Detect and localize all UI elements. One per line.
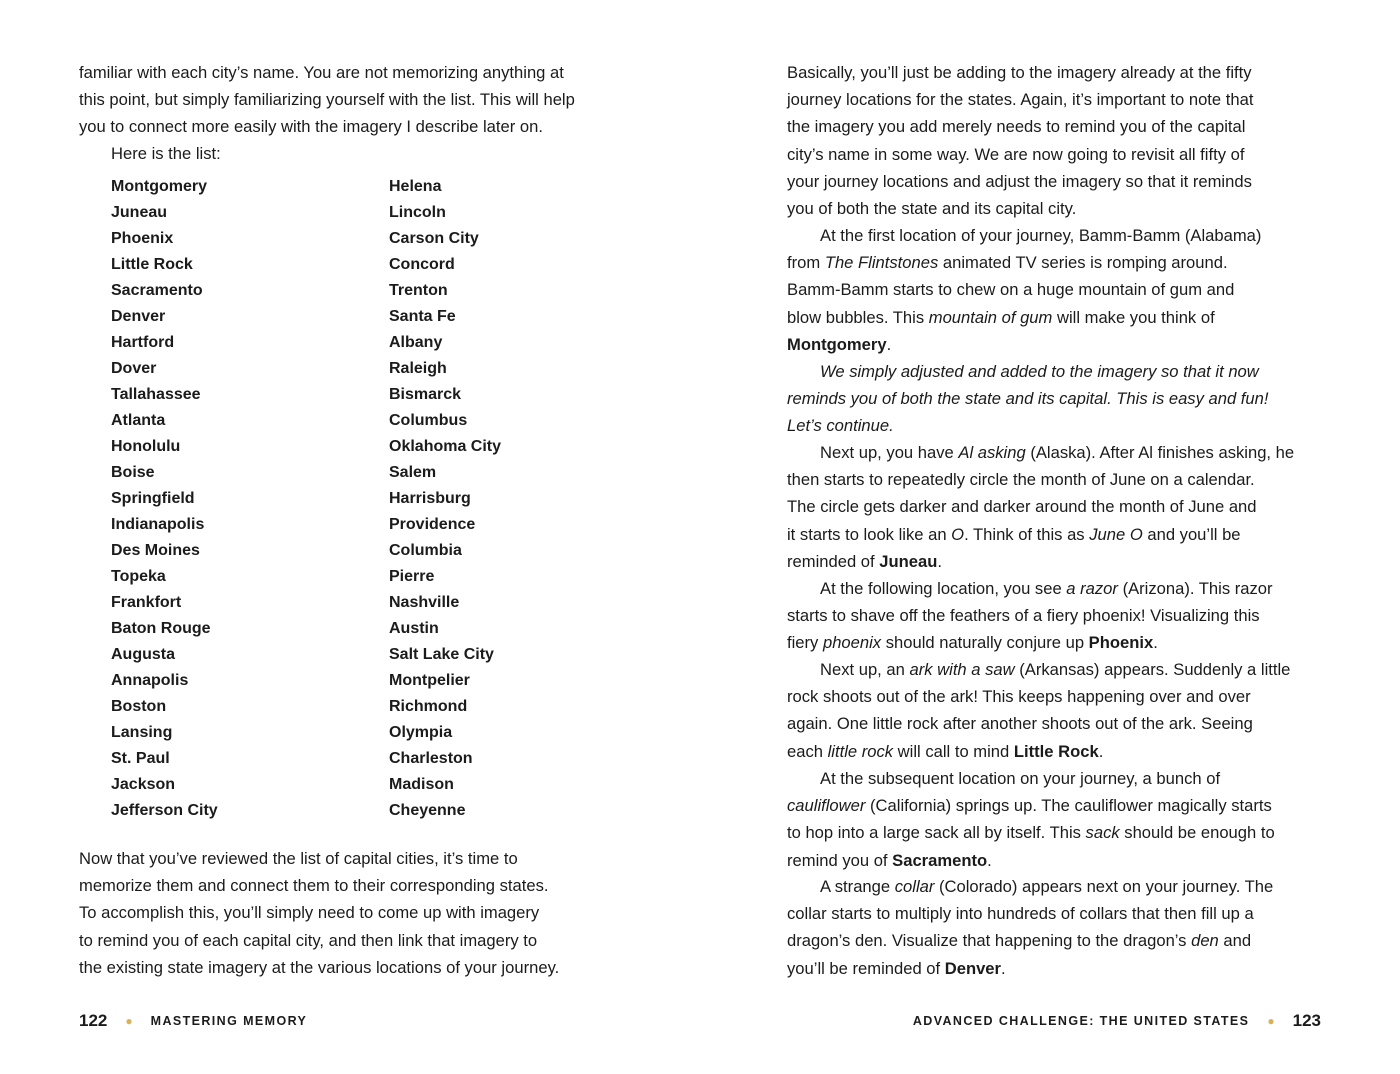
bullet-separator: ● bbox=[125, 1014, 133, 1028]
right-paragraph-3: We simply adjusted and added to the imagery so that it now reminds you of both the state and its capital. This is easy and fun! Let’s continue. bbox=[787, 362, 1269, 436]
capital-city: Cheyenne bbox=[389, 802, 466, 819]
list-intro: Here is the list: bbox=[111, 144, 221, 163]
capital-city: Sacramento bbox=[111, 282, 203, 299]
right-paragraph-7: At the subsequent location on your journey, a bunch of cauliflower (California) springs up. The cauliflower magically starts to hop into a large sack all by itself. This sack should be enough to remind you of Sacramento. bbox=[787, 769, 1275, 870]
capital-city: Montpelier bbox=[389, 672, 470, 689]
capital-city: Santa Fe bbox=[389, 308, 456, 325]
capital-city: Indianapolis bbox=[111, 516, 205, 533]
capital-city: Juneau bbox=[111, 204, 168, 221]
left-intro-paragraph: familiar with each city’s name. You are not memorizing anything at this point, but simply familiarizing yourself with the list. This will help you to connect more easily with the imagery I describe later on. bbox=[79, 63, 575, 137]
right-footer bbox=[913, 1010, 1321, 1032]
running-head-right: ADVANCED CHALLENGE: THE UNITED STATES bbox=[912, 1014, 1250, 1028]
capital-city: Concord bbox=[389, 256, 455, 273]
capital-city: Denver bbox=[111, 308, 166, 325]
capital-city: Augusta bbox=[111, 646, 175, 663]
capital-city: Dover bbox=[111, 360, 157, 377]
capital-city: Honolulu bbox=[111, 438, 181, 455]
right-paragraph-1: Basically, you’ll just be adding to the imagery already at the fifty journey locations for the states. Again, it’s important to note that the imagery you add merely needs to remind you of the capital city’s name in some way. We are now going to revisit all fifty of your journey locations and adjust the imagery so that it reminds you of both the state and its capital city. bbox=[787, 63, 1254, 219]
capital-city: Lincoln bbox=[389, 204, 446, 221]
capital-city: Providence bbox=[389, 516, 476, 533]
left-closing-paragraph: Now that you’ve reviewed the list of capital cities, it’s time to memorize them and connect them to their corresponding states. To accomplish this, you’ll simply need to come up with imagery to remind you of each capital city, and then link that imagery to the existing state imagery at the various locations of your journey. bbox=[79, 849, 560, 977]
capital-city: Little Rock bbox=[111, 256, 193, 273]
bullet-separator: ● bbox=[1267, 1014, 1275, 1028]
left-footer bbox=[79, 1010, 307, 1032]
capital-city: Raleigh bbox=[389, 360, 447, 377]
right-paragraph-4: Next up, you have Al asking (Alaska). After Al finishes asking, he then starts to repeatedly circle the month of June on a calendar. The circle gets darker and darker around the month of June and it starts to look like an O. Think of this as June O and you’ll be reminded of Juneau. bbox=[787, 443, 1295, 571]
capital-city: Trenton bbox=[389, 282, 448, 299]
capital-city: Harrisburg bbox=[389, 490, 471, 507]
capital-city: St. Paul bbox=[111, 750, 170, 767]
capital-city: Montgomery bbox=[111, 178, 207, 195]
capital-city: Boise bbox=[111, 464, 155, 481]
capital-city: Olympia bbox=[389, 724, 453, 741]
capital-city: Jackson bbox=[111, 776, 176, 793]
capital-city: Phoenix bbox=[111, 230, 174, 247]
right-paragraph-8: A strange collar (Colorado) appears next on your journey. The collar starts to multiply into hundreds of collars that then fill up a dragon’s den. Visualize that happening to the dragon’s den and you’ll be reminded of Denver. bbox=[787, 877, 1274, 978]
capital-city: Atlanta bbox=[111, 412, 166, 429]
capital-city: Charleston bbox=[389, 750, 473, 767]
capital-city: Tallahassee bbox=[111, 386, 201, 403]
capital-city: Albany bbox=[389, 334, 443, 351]
capital-city: Jefferson City bbox=[111, 802, 218, 819]
page-number-right: 123 bbox=[1292, 1011, 1321, 1030]
capital-city: Bismarck bbox=[389, 386, 462, 403]
capital-city: Annapolis bbox=[111, 672, 189, 689]
capital-city: Oklahoma City bbox=[389, 438, 502, 455]
capital-city: Baton Rouge bbox=[111, 620, 211, 637]
capital-city: Helena bbox=[389, 178, 442, 195]
capital-city: Columbus bbox=[389, 412, 468, 429]
capital-city: Salem bbox=[389, 464, 437, 481]
capital-city: Lansing bbox=[111, 724, 173, 741]
capital-city: Frankfort bbox=[111, 594, 182, 611]
capital-list-col-1 bbox=[111, 177, 218, 827]
right-paragraph-2: At the first location of your journey, Bamm-Bamm (Alabama) from The Flintstones animated TV series is romping around. Bamm-Bamm starts to chew on a huge mountain of gum and blow bubbles. This mountain of gum will make you think of Montgomery. bbox=[787, 226, 1262, 354]
capital-city: Richmond bbox=[389, 698, 468, 715]
capital-city: Springfield bbox=[111, 490, 195, 507]
capital-city: Carson City bbox=[389, 230, 479, 247]
capital-city: Hartford bbox=[111, 334, 175, 351]
capital-city: Salt Lake City bbox=[389, 646, 494, 663]
capital-city: Pierre bbox=[389, 568, 435, 585]
running-head-left: MASTERING MEMORY bbox=[150, 1014, 308, 1028]
capital-city: Madison bbox=[389, 776, 454, 793]
capital-list-col-2 bbox=[389, 177, 501, 827]
capital-city: Austin bbox=[389, 620, 439, 637]
right-paragraph-5: At the following location, you see a razor (Arizona). This razor starts to shave off the feathers of a fiery phoenix! Visualizing this fiery phoenix should naturally conjure up Phoenix. bbox=[787, 579, 1273, 653]
capital-city: Topeka bbox=[111, 568, 166, 585]
capital-city: Des Moines bbox=[111, 542, 200, 559]
capital-city: Columbia bbox=[389, 542, 462, 559]
capital-city: Nashville bbox=[389, 594, 460, 611]
page-number-left: 122 bbox=[79, 1011, 108, 1030]
capital-city: Boston bbox=[111, 698, 167, 715]
right-paragraph-6: Next up, an ark with a saw (Arkansas) appears. Suddenly a little rock shoots out of the ark! This keeps happening over and over again. One little rock after another shoots out of the ark. Seeing each little rock will call to mind Little Rock. bbox=[787, 660, 1291, 761]
